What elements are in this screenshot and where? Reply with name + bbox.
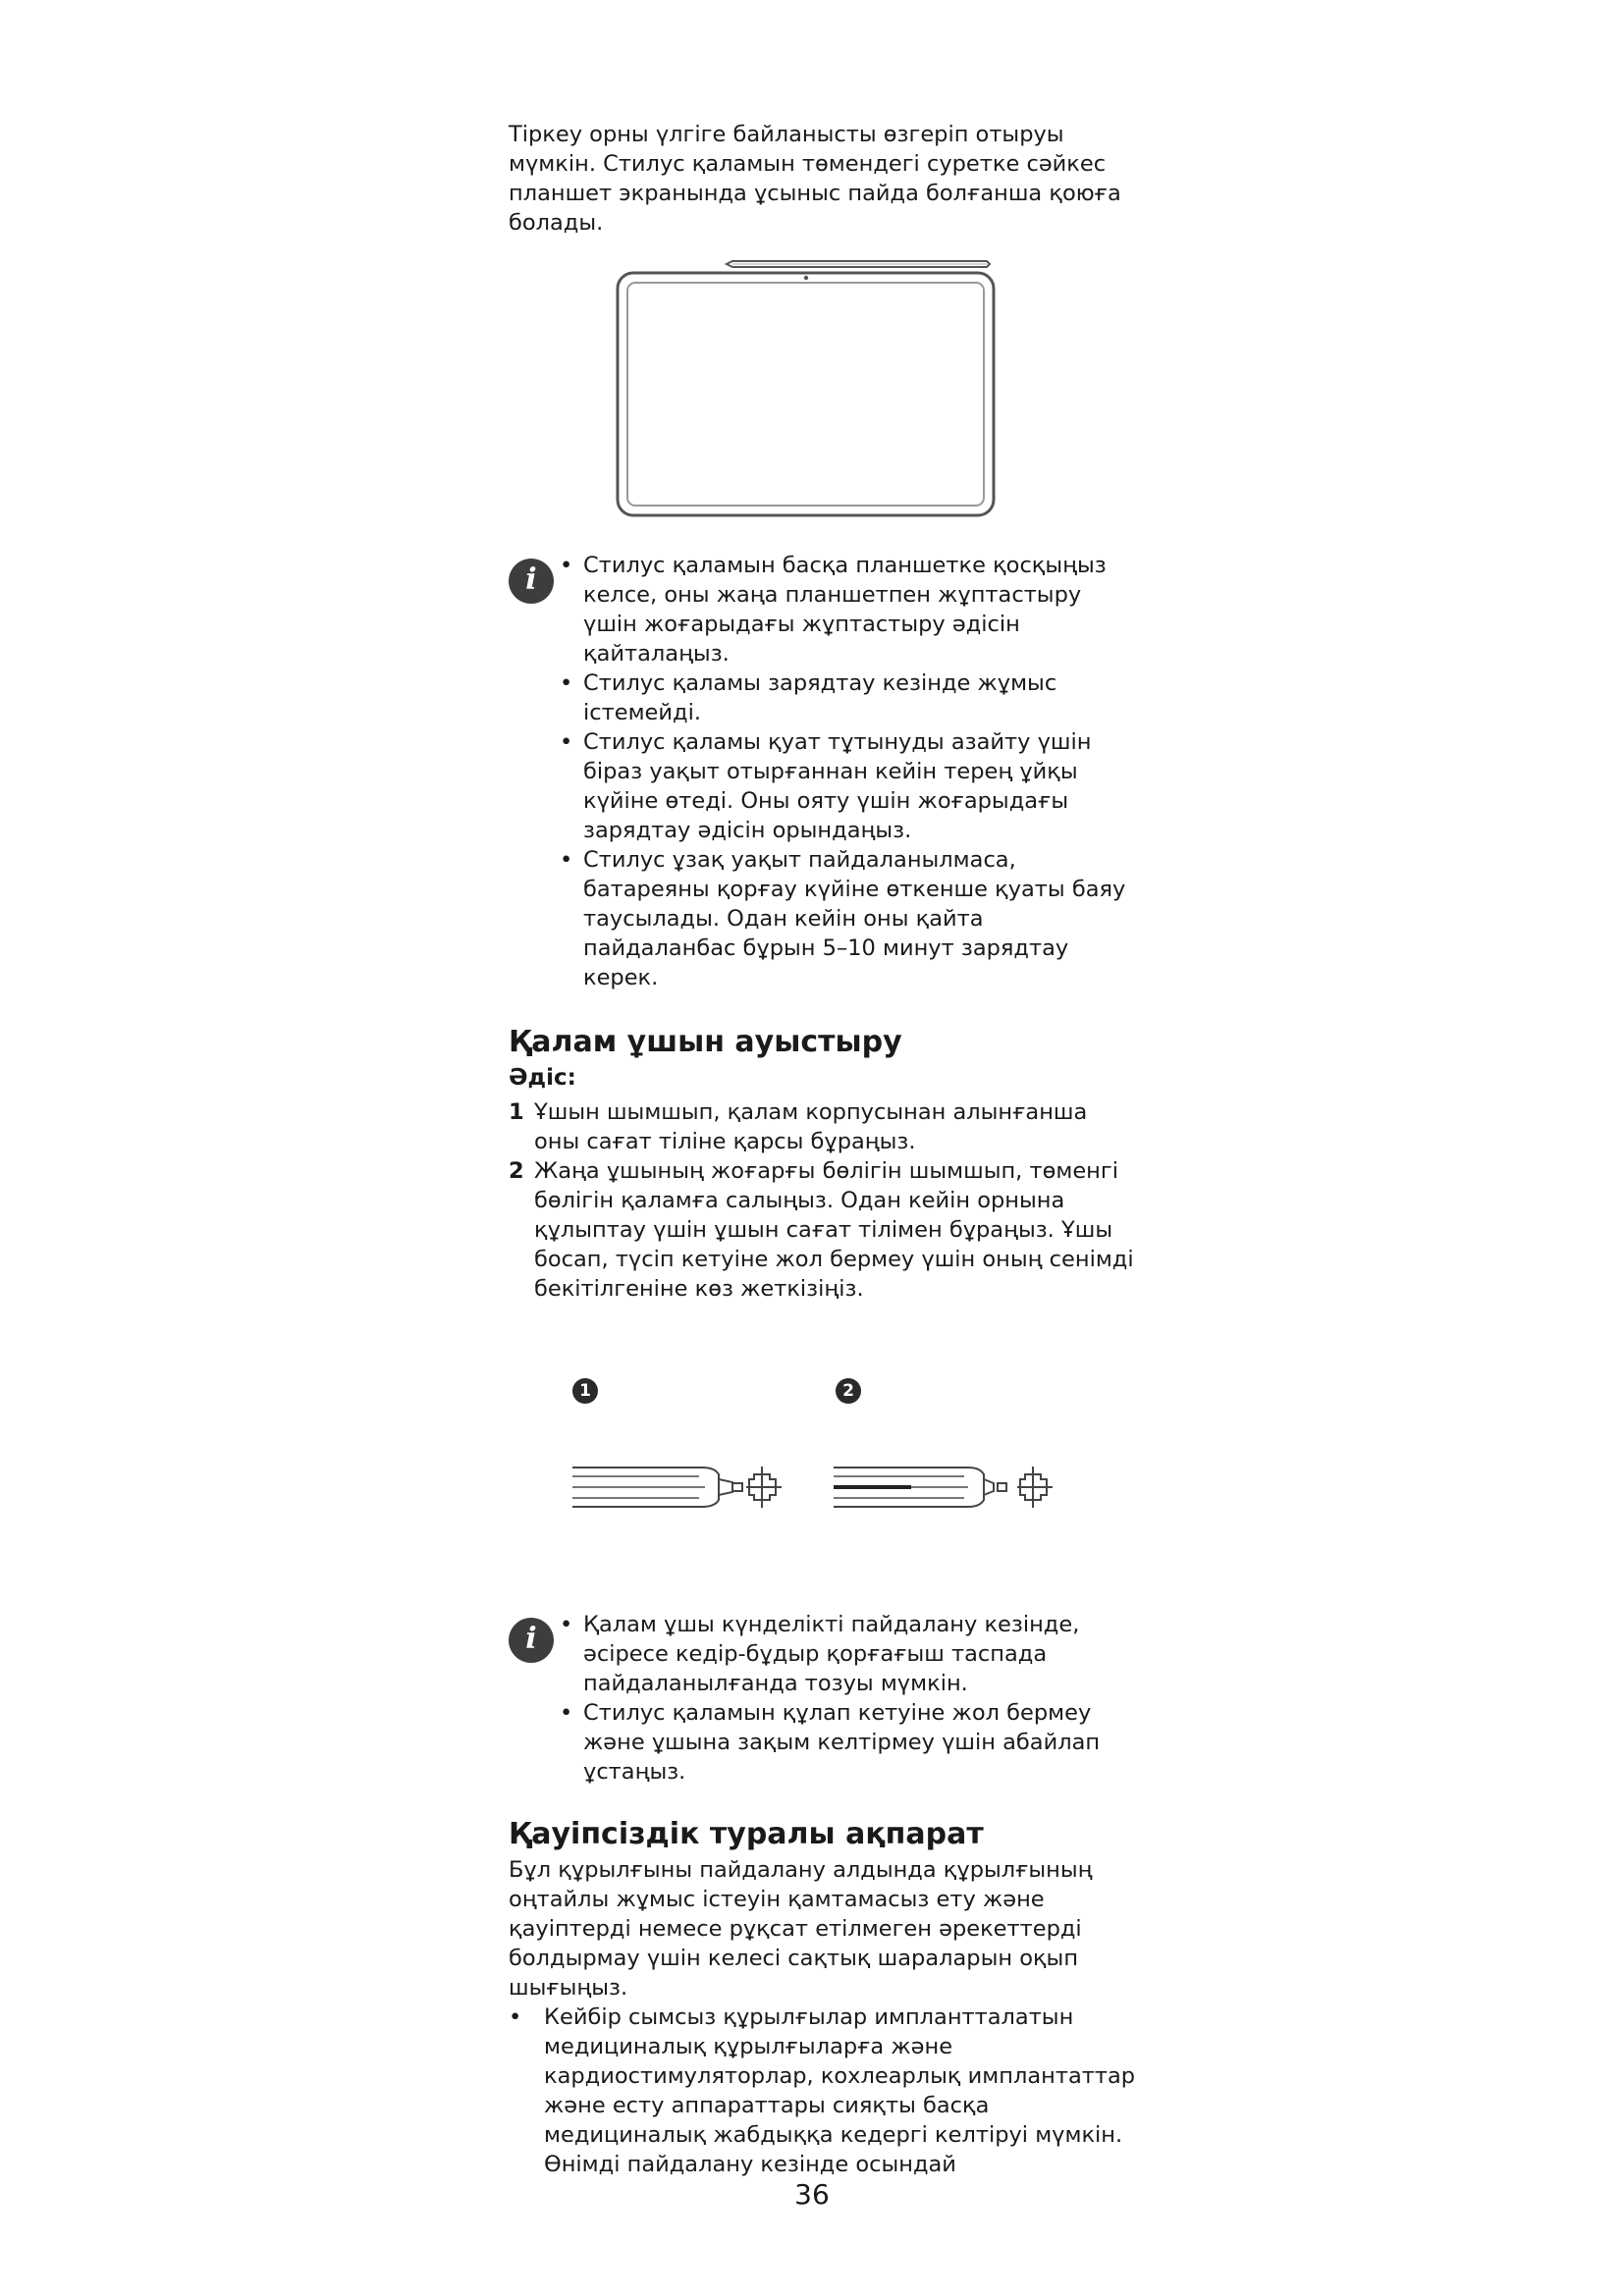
note-bullet: • Стилус қаламы қуат тұтынуды азайту үшін біраз уақыт отырғаннан кейін терең ұйқы күйіне өтеді. Оны ояту үшін жоғарыдағы зарядтау әдісін орындаңыз. <box>560 729 1092 843</box>
step-item: 2 Жаңа ұшының жоғарғы бөлігін шымшып, төменгі бөлігін қаламға салыңыз. Одан кейін орнына құлыптау үшін ұшын сағат тілімен бұраңыз. Ұшы босап, түсіп кетуіне жол бермеу үшін оның сенімді бекітілгеніне көз жеткізіңіз. <box>509 1158 1134 1302</box>
page-number: 36 <box>794 2178 830 2211</box>
note-bullet: • Стилус қаламын құлап кетуіне жол бермеу және ұшына зақым келтірмеу үшін абайлап ұстаңыз. <box>560 1700 1101 1785</box>
note-list-2 <box>552 1610 1141 1787</box>
tip-install-illustration <box>831 1453 1076 1522</box>
note-bullet: • Қалам ұшы күнделікті пайдалану кезінде, әсіресе кедір-бұдыр қорғағыш таспада пайдаланылғанда тозуы мүмкін. <box>560 1612 1080 1696</box>
tablet-stylus-illustration <box>599 250 1011 525</box>
tip-removal-illustration <box>569 1453 795 1522</box>
section-heading-tip: Қалам ұшын ауыстыру <box>509 1025 902 1059</box>
step-item: 1 Ұшын шымшып, қалам корпусынан алынғанша оны сағат тіліне қарсы бұраңыз. <box>509 1099 1088 1154</box>
method-label: Әдіс: <box>509 1065 576 1091</box>
note-bullet: • Стилус қаламын басқа планшетке қосқыңыз келсе, оны жаңа планшетпен жұптастыру үшін жоғарыдағы жұптастыру әдісін қайталаңыз. <box>560 553 1107 667</box>
note-bullet: • Стилус қаламы зарядтау кезінде жұмыс істемейді. <box>560 670 1057 725</box>
note-list-1 <box>552 551 1141 992</box>
safety-bullet: • Кейбір сымсыз құрылғылар имплантталатын медициналық құрылғыларға және кардиостимуляторлар, кохлеарлық имплантаттар және есту аппараттары сияқты басқа медициналық жабдыққа кедергі келтіруі мүмкін. Өнімді пайдалану кезінде осындай <box>509 2004 1136 2177</box>
figure-step-1-badge: 1 <box>572 1378 598 1404</box>
info-icon: i <box>509 1618 554 1663</box>
info-icon: i <box>509 559 554 604</box>
note-bullet: • Стилус ұзақ уақыт пайдаланылмаса, батареяны қорғау күйіне өткенше қуаты баяу таусылады. Одан кейін оны қайта пайдаланбас бұрын 5–10 минут зарядтау керек. <box>560 847 1126 990</box>
stylus-icon <box>727 261 990 267</box>
tablet-icon <box>618 273 994 515</box>
intro-paragraph: Тіркеу орны үлгіге байланысты өзгеріп отыруы мүмкін. Стилус қаламын төмендегі суретке сәйкес планшет экранында ұсыныс пайда болғанша қоюға болады. <box>509 122 1121 236</box>
section-heading-safety: Қауіпсіздік туралы ақпарат <box>509 1817 984 1851</box>
safety-paragraph: Бұл құрылғыны пайдалану алдында құрылғының оңтайлы жұмыс істеуін қамтамасыз ету және қауіптерді немесе рұқсат етілмеген әрекеттерді болдырмау үшін келесі сақтық шараларын оқып шығыңыз. <box>509 1857 1093 2001</box>
safety-list <box>505 2002 1137 2179</box>
figure-step-2-badge: 2 <box>836 1378 861 1404</box>
steps-list <box>509 1097 1137 1304</box>
